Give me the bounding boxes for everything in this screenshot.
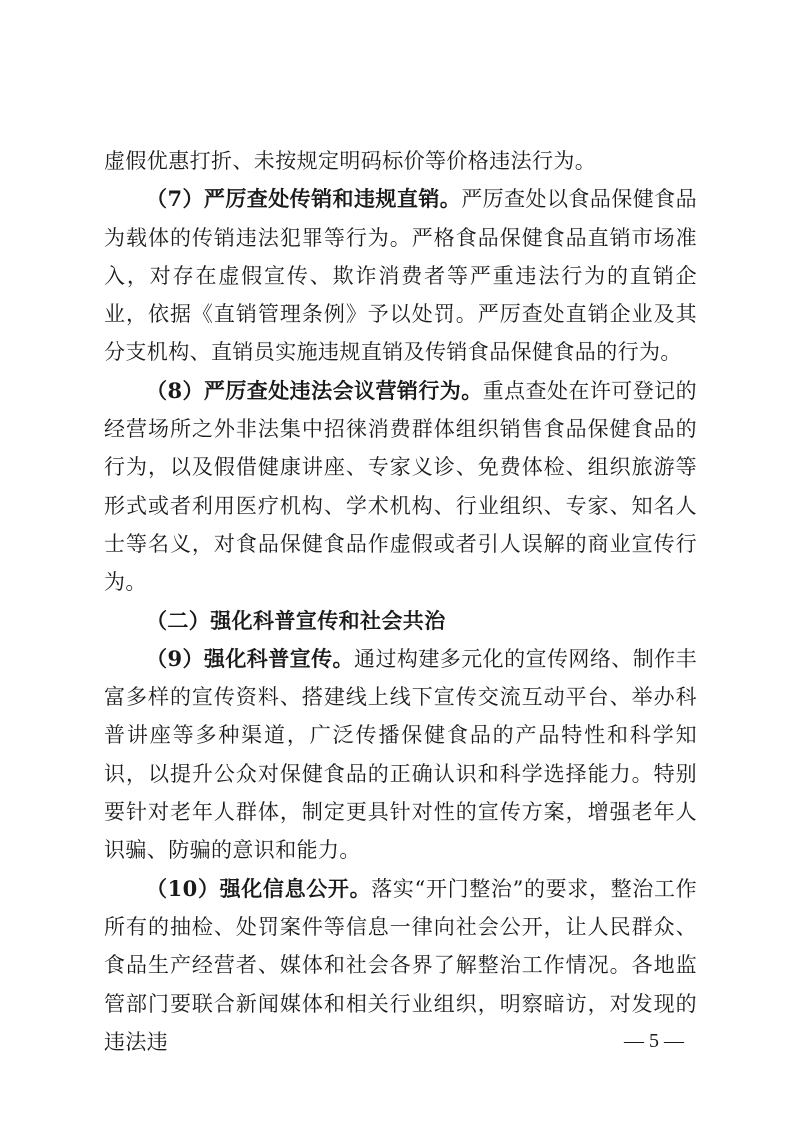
paragraph-text: 通过构建多元化的宣传网络、制作丰富多样的宣传资料、搭建线上线下宣传交流互动平台、举办科普讲座等多种渠道，广泛传播保健食品的产品特性和科学知识，以提升公众对保健食品的正确认识和科学选择能力。特别要针对老年人群体，制定更具针对性的宣传方案，增强老年人识骗、防骗的意识和能力。 — [104, 646, 697, 863]
paragraph-item-8 — [104, 372, 697, 602]
paragraph-text: 虚假优惠打折、未按规定明码标价等价格违法行为。 — [104, 149, 597, 173]
section-heading: （二）强化科普宣传和社会共治 — [146, 607, 446, 633]
paragraph-item-7 — [104, 180, 697, 371]
paragraph-heading: （9）强化科普宣传。 — [146, 645, 354, 671]
paragraph-heading: （8）严厉查处违法会议营销行为。 — [146, 377, 483, 403]
section-heading-2 — [104, 602, 697, 640]
document-body — [104, 142, 697, 1061]
paragraph-text: 落实“开门整治”的要求，整治工作所有的抽检、处罚案件等信息一律向社会公开，让人民群众、食品生产经营者、媒体和社会各界了解整治工作情况。各地监管部门要联合新闻媒体和相关行业组织，明察暗访，对发现的违法违 — [104, 876, 698, 1054]
page-number: — 5 — — [624, 1030, 684, 1052]
paragraph-heading: （10）强化信息公开。 — [146, 875, 372, 901]
paragraph-text: 严厉查处以食品保健食品为载体的传销违法犯罪等行为。严格食品保健食品直销市场准入，对存在虚假宣传、欺诈消费者等严重违法行为的直销企业，依据《直销管理条例》予以处罚。严厉查处直销企业及其分支机构、直销员实施违规直销及传销食品保健食品的行为。 — [104, 187, 697, 365]
paragraph-item-10 — [104, 870, 697, 1061]
paragraph-item-9 — [104, 640, 697, 870]
paragraph-text: 重点查处在许可登记的经营场所之外非法集中招徕消费群体组织销售食品保健食品的行为，以及假借健康讲座、专家义诊、免费体检、组织旅游等形式或者利用医疗机构、学术机构、行业组织、专家、知名人士等名义，对食品保健食品作虚假或者引人误解的商业宣传行为。 — [104, 378, 697, 595]
paragraph-continuation — [104, 142, 697, 180]
paragraph-heading: （7）严厉查处传销和违规直销。 — [146, 186, 462, 212]
